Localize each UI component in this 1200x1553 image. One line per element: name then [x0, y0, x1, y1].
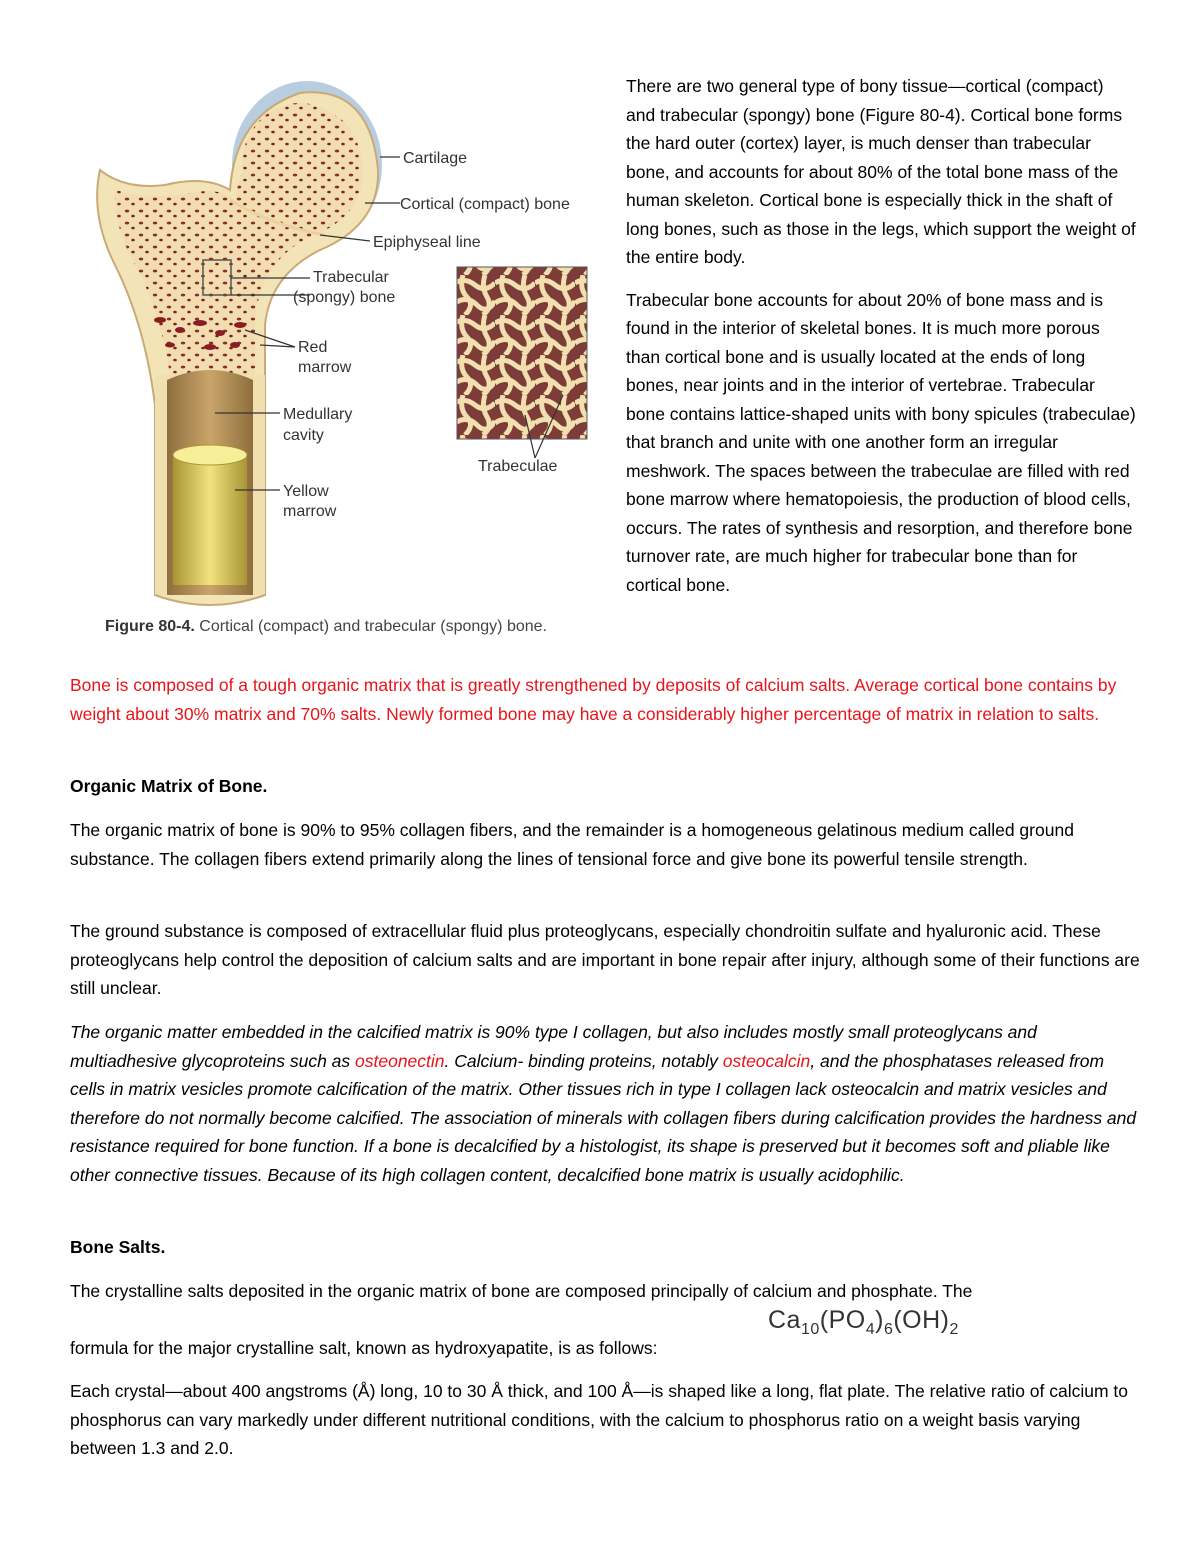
label-yellow-1: Yellow: [283, 483, 329, 500]
salts-paragraph-1b: formula for the major crystalline salt, known as hydroxyapatite, is as follows:: [70, 1338, 658, 1358]
formula-oh: (OH): [893, 1306, 950, 1334]
osteonectin-term: osteonectin: [355, 1050, 445, 1071]
salts-paragraph-1: The crystalline salts deposited in the organic matrix of bone are composed principally of calcium and phosphate. The: [70, 1281, 973, 1301]
label-cartilage: Cartilage: [403, 150, 468, 167]
label-yellow-2: marrow: [283, 503, 337, 520]
red-paragraph-block: [70, 671, 1140, 728]
italic-paragraph: [70, 1018, 1140, 1189]
organic-p1-block: [70, 816, 1140, 873]
salts-p1-block: [70, 1277, 1140, 1306]
bone-figure: [95, 75, 605, 650]
italic-part-1: The organic matter embedded in the calcified matrix is 90% type I collagen, but also includes mostly small proteoglycans and multiadhesive glycoproteins such as: [70, 1022, 1037, 1071]
organic-heading-block: [70, 772, 1140, 801]
italic-part-2: . Calcium- binding proteins, notably: [444, 1050, 723, 1071]
organic-paragraph-2: The ground substance is composed of extracellular fluid plus proteoglycans, especially chondroitin sulfate and hyaluronic acid. These proteoglycans help control the deposition of calcium salts and are important in bone repair after injury, although some of their functions are still unclear.: [70, 921, 1140, 998]
formula-ca-sub: 10: [800, 1321, 820, 1338]
italic-block: [70, 1018, 1140, 1189]
italic-part-3: , and the phosphatases released from cells in matrix vesicles promote calcification of the matrix. Other tissues rich in type I collagen lack osteocalcin and matrix vesicles and therefore do not normally become calcified. The association of minerals with collagen fibers during calcification provides the hardness and resistance required for bone function. If a bone is decalcified by a histologist, its shape is preserved but it becomes soft and pliable like other connective tissues. Because of its high collagen content, decalcified bone matrix is usually acidophilic.: [70, 1050, 1137, 1185]
formula-po4-close: ): [875, 1306, 884, 1334]
organic-paragraph-1: The organic matrix of bone is 90% to 95% collagen fibers, and the remainder is a homogeneous gelatinous medium called ground substance. The collagen fibers extend primarily along the lines of tensional force and give bone its powerful tensile strength.: [70, 820, 1074, 869]
salts-p1b-block: [70, 1334, 1140, 1363]
cortical-paragraph: There are two general type of bony tissue—cortical (compact) and trabecular (spongy) bone (Figure 80-4). Cortical bone forms the hard outer (cortex) layer, is much denser than trabecular bone, and accounts for about 80% of the total bone mass of the human skeleton. Cortical bone is especially thick in the shaft of long bones, such as those in the legs, which support the weight of the entire body.: [626, 76, 1136, 267]
formula-po4-mult: 6: [883, 1321, 894, 1338]
label-medullary-1: Medullary: [283, 406, 353, 423]
trabecular-paragraph: Trabecular bone accounts for about 20% of bone mass and is found in the interior of skeletal bones. It is much more porous than cortical bone and is usually located at the ends of long bones, near joints and in the interior of vertebrae. Trabecular bone contains lattice-shaped units with bony spicules (trabeculae) that branch and unite with one another form an irregular meshwork. The spaces between the trabeculae are filled with red bone marrow where hematopoiesis, the production of blood cells, occurs. The rates of synthesis and resorption, and therefore bone turnover rate, are much higher for trabecular bone than for cortical bone.: [626, 289, 1136, 595]
figure-caption: [105, 618, 547, 636]
salts-heading: Bone Salts.: [70, 1237, 166, 1257]
organic-p2-block: [70, 917, 1140, 1003]
yellow-marrow-top: [173, 445, 247, 465]
trabeculae-inset: [457, 267, 587, 439]
femur-illustration: [95, 75, 605, 620]
formula-po4: (PO: [819, 1306, 866, 1334]
label-trabecular-1: Trabecular: [313, 269, 389, 286]
osteocalcin-term: osteocalcin: [722, 1050, 811, 1071]
caption-text: Cortical (compact) and trabecular (spongy) bone.: [199, 618, 547, 635]
label-red-1: Red: [298, 339, 328, 356]
organic-heading: Organic Matrix of Bone.: [70, 776, 268, 796]
label-epiphyseal: Epiphyseal line: [373, 234, 481, 251]
formula-ca: Ca: [768, 1306, 801, 1334]
salts-paragraph-2: Each crystal—about 400 angstroms (Å) long, 10 to 30 Å thick, and 100 Å—is shaped like a long, flat plate. The relative ratio of calcium to phosphorus can vary markedly under different nutritional conditions, with the calcium to phosphorus ratio on a weight basis varying between 1.3 and 2.0.: [70, 1381, 1129, 1458]
label-cortical: Cortical (compact) bone: [400, 196, 570, 213]
salts-heading-block: [70, 1233, 1140, 1262]
right-column: [626, 72, 1136, 613]
formula-po4-sub: 4: [865, 1321, 876, 1338]
red-paragraph: Bone is composed of a tough organic matrix that is greatly strengthened by deposits of calcium salts. Average cortical bone contains by weight about 30% matrix and 70% salts. Newly formed bone may have a considerably higher percentage of matrix in relation to salts.: [70, 675, 1117, 724]
label-trabeculae: Trabeculae: [478, 458, 558, 475]
yellow-marrow-cylinder: [173, 455, 247, 585]
caption-label: Figure 80-4.: [105, 618, 195, 635]
label-medullary-2: cavity: [283, 427, 324, 444]
formula-oh-mult: 2: [949, 1321, 959, 1338]
salts-p2-block: [70, 1377, 1140, 1463]
label-trabecular-2: (spongy) bone: [293, 289, 396, 306]
femoral-head: [242, 103, 358, 227]
label-red-2: marrow: [298, 359, 352, 376]
